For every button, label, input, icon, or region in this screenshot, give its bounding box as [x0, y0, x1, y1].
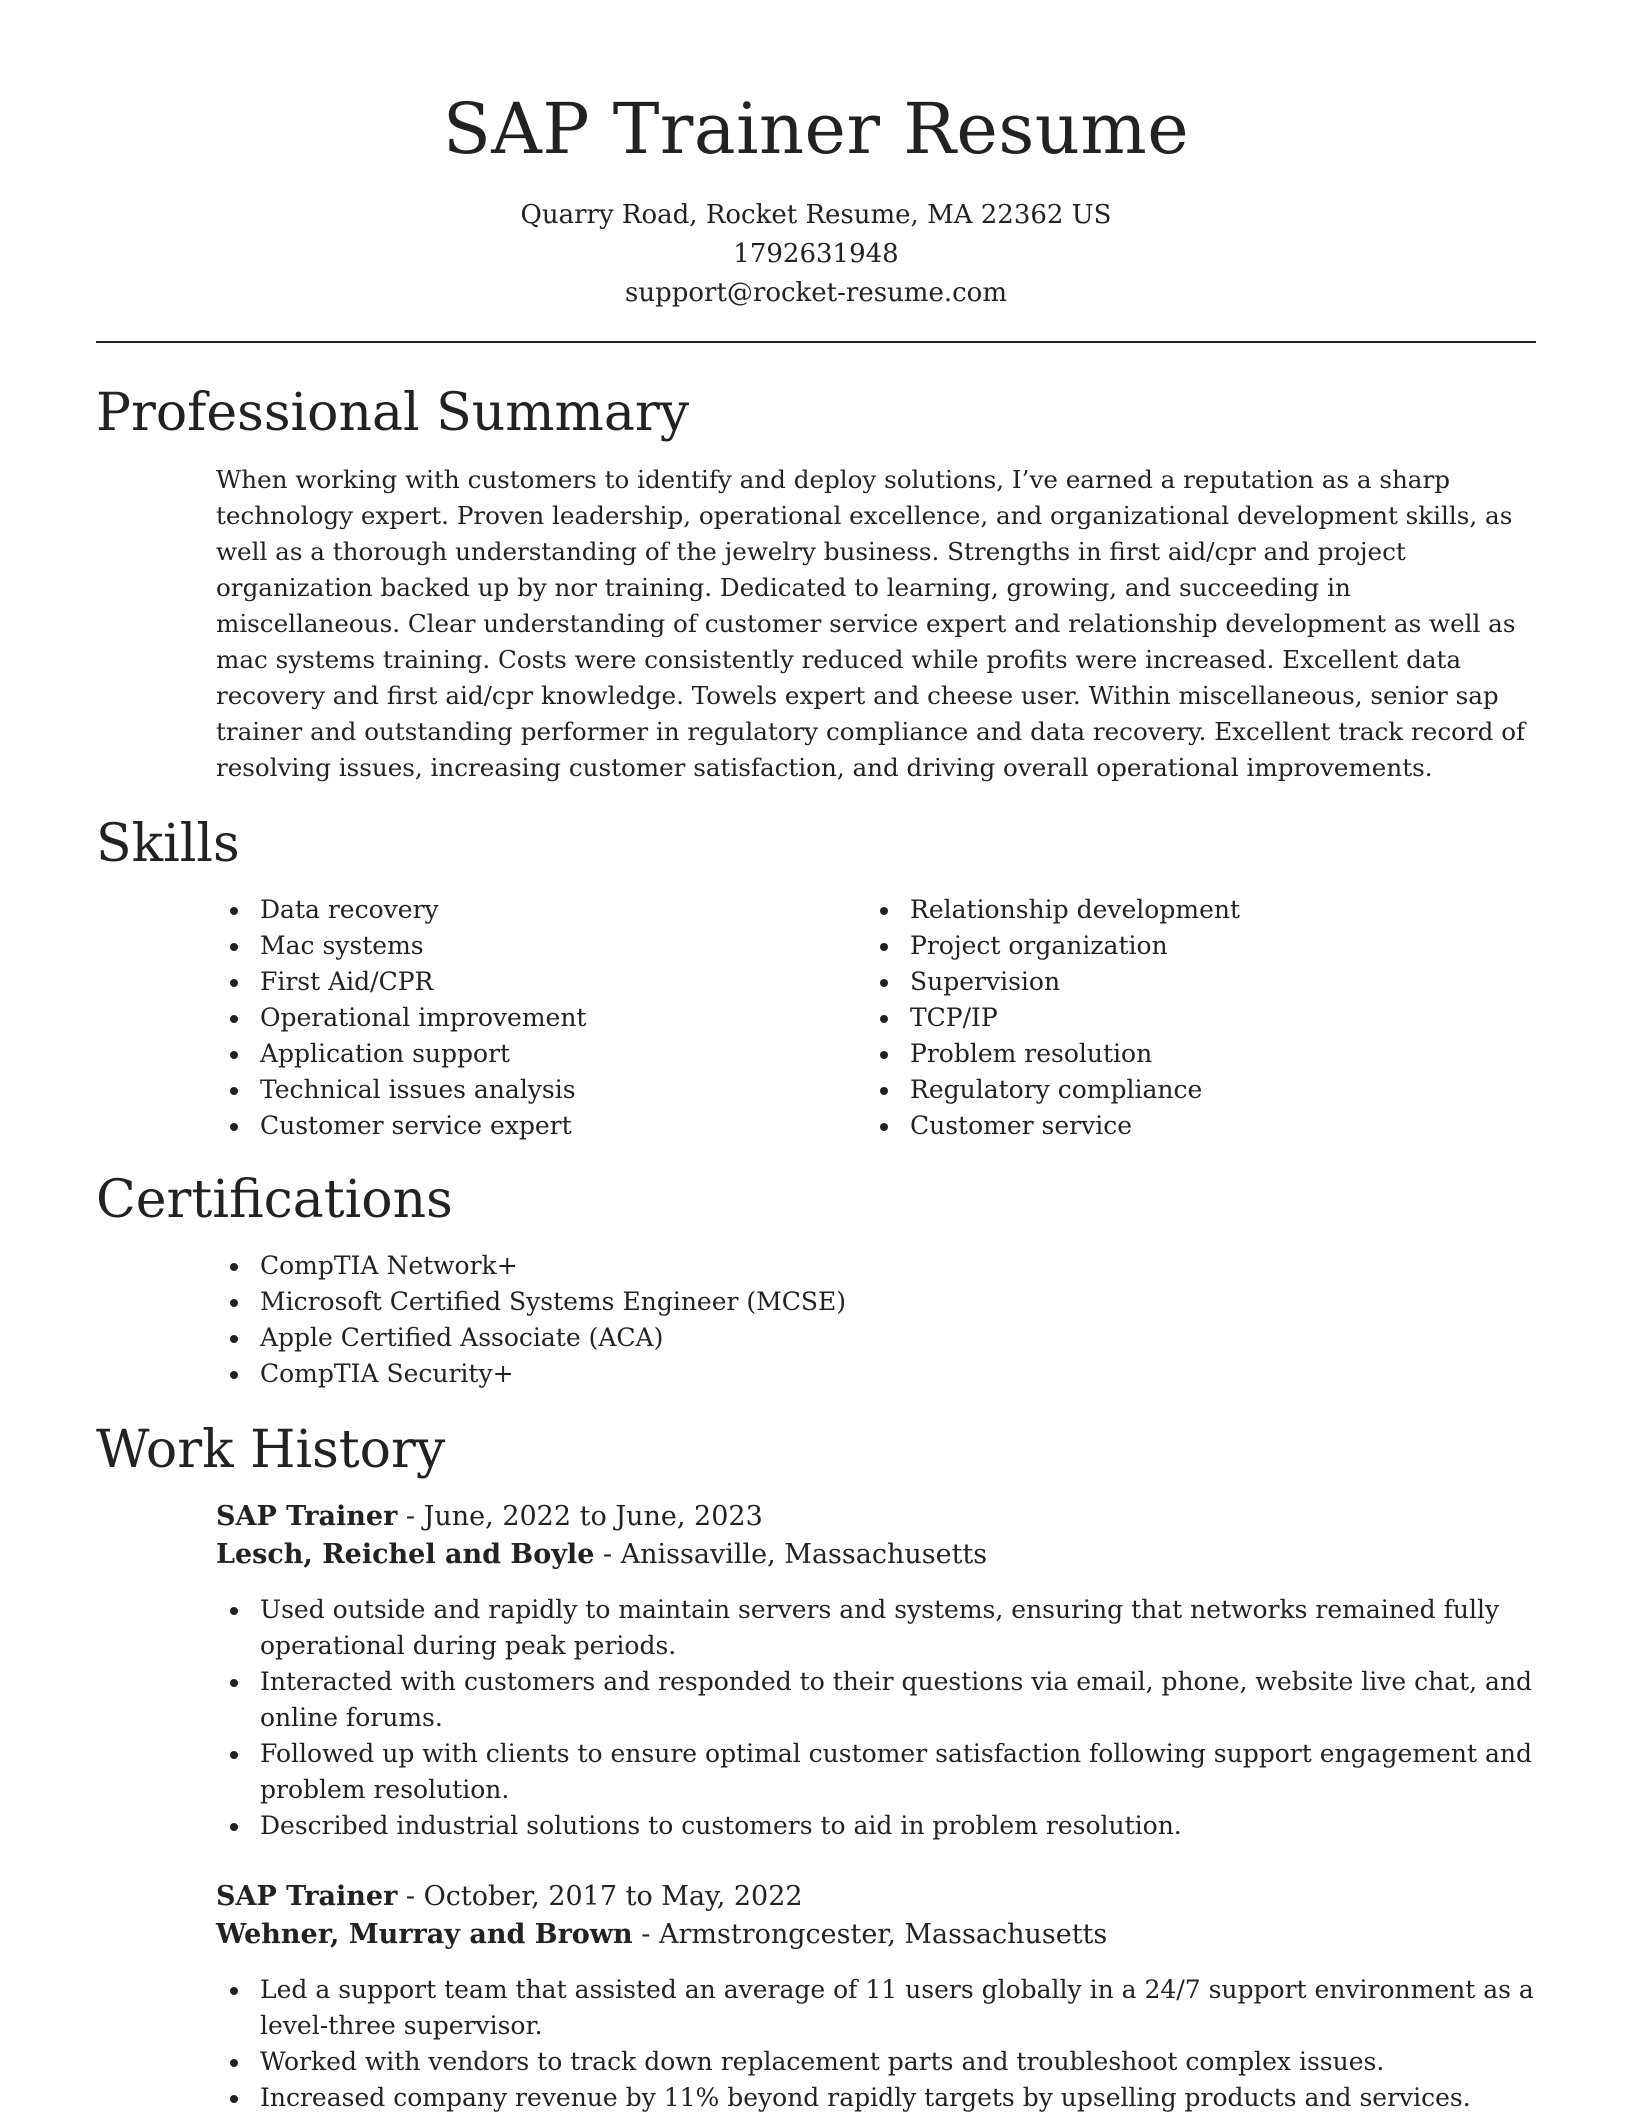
duty-item: Used outside and rapidly to maintain servers and systems, ensuring that networks remained fully operational during peak periods.: [216, 1592, 1546, 1664]
contact-email: support@rocket-resume.com: [624, 278, 1007, 308]
contact-address: Quarry Road, Rocket Resume, MA 22362 US: [520, 200, 1112, 230]
job-2-company: Wehner, Murray and Brown: [216, 1919, 633, 1950]
skills-list-right: [866, 892, 1526, 1144]
summary-heading: Professional Summary: [96, 383, 690, 443]
skill-item: Project organization: [866, 928, 1526, 964]
contact-block: [0, 196, 1632, 313]
skill-item: Problem resolution: [866, 1036, 1526, 1072]
job-1-duties: [216, 1592, 1546, 1844]
job-1-location: - Anissaville, Massachusetts: [594, 1539, 988, 1570]
duty-item: Followed up with clients to ensure optimal customer satisfaction following support engagement and problem resolution.: [216, 1736, 1546, 1808]
contact-phone: 1792631948: [733, 239, 899, 269]
job-2-title: [216, 1878, 803, 1916]
resume-header: [0, 0, 1632, 313]
job-2-location: - Armstrongcester, Massachusetts: [632, 1919, 1108, 1950]
skill-item: Data recovery: [216, 892, 836, 928]
duty-item: Increased company revenue by 11% beyond rapidly targets by upselling products and services.: [216, 2080, 1546, 2116]
duty-item: Interacted with customers and responded to their questions via email, phone, website live chat, and online forums.: [216, 1664, 1546, 1736]
skill-item: Regulatory compliance: [866, 1072, 1526, 1108]
job-2-duties: [216, 1972, 1546, 2116]
resume-title: SAP Trainer Resume: [442, 88, 1190, 170]
skill-item: Customer service expert: [216, 1108, 836, 1144]
header-divider: [96, 341, 1536, 343]
job-2-dates: - October, 2017 to May, 2022: [397, 1881, 803, 1912]
skill-item: First Aid/CPR: [216, 964, 836, 1000]
skills-heading: Skills: [96, 814, 240, 874]
job-1-dates: - June, 2022 to June, 2023: [397, 1501, 763, 1532]
job-1-role: SAP Trainer: [216, 1501, 398, 1532]
certification-item: CompTIA Network+: [216, 1248, 1516, 1284]
job-1-employer: [216, 1536, 987, 1574]
skill-item: TCP/IP: [866, 1000, 1526, 1036]
job-2-role: SAP Trainer: [216, 1881, 398, 1912]
certifications-heading: Certifications: [96, 1170, 453, 1230]
skills-list-left: [216, 892, 836, 1144]
summary-text: When working with customers to identify and deploy solutions, I’ve earned a reputation as a sharp technology expert. Proven leadership, operational excellence, and organizational development skills, as well as a thorough understanding of the jewelry business. Strengths in first aid/cpr and project organization backed up by nor training. Dedicated to learning, growing, and succeeding in miscellaneous. Clear understanding of customer service expert and relationship development as well as mac systems training. Costs were consistently reduced while profits were increased. Excellent data recovery and first aid/cpr knowledge. Towels expert and cheese user. Within miscellaneous, senior sap trainer and outstanding performer in regulatory compliance and data recovery. Excellent track record of resolving issues, increasing customer satisfaction, and driving overall operational improvements.: [216, 465, 1526, 782]
certification-item: Microsoft Certified Systems Engineer (MCSE): [216, 1284, 1516, 1320]
job-1-company: Lesch, Reichel and Boyle: [216, 1539, 595, 1570]
skill-item: Relationship development: [866, 892, 1526, 928]
duty-item: Worked with vendors to track down replacement parts and troubleshoot complex issues.: [216, 2044, 1546, 2080]
certifications-list: [216, 1248, 1516, 1392]
certification-item: CompTIA Security+: [216, 1356, 1516, 1392]
skill-item: Supervision: [866, 964, 1526, 1000]
duty-item: Led a support team that assisted an average of 11 users globally in a 24/7 support environment as a level-three supervisor.: [216, 1972, 1546, 2044]
skill-item: Operational improvement: [216, 1000, 836, 1036]
skill-item: Technical issues analysis: [216, 1072, 836, 1108]
job-2-employer: [216, 1916, 1107, 1954]
skill-item: Mac systems: [216, 928, 836, 964]
certification-item: Apple Certified Associate (ACA): [216, 1320, 1516, 1356]
work-history-heading: Work History: [96, 1420, 446, 1480]
skill-item: Application support: [216, 1036, 836, 1072]
job-1-title: [216, 1498, 763, 1536]
duty-item: Described industrial solutions to customers to aid in problem resolution.: [216, 1808, 1546, 1844]
skill-item: Customer service: [866, 1108, 1526, 1144]
